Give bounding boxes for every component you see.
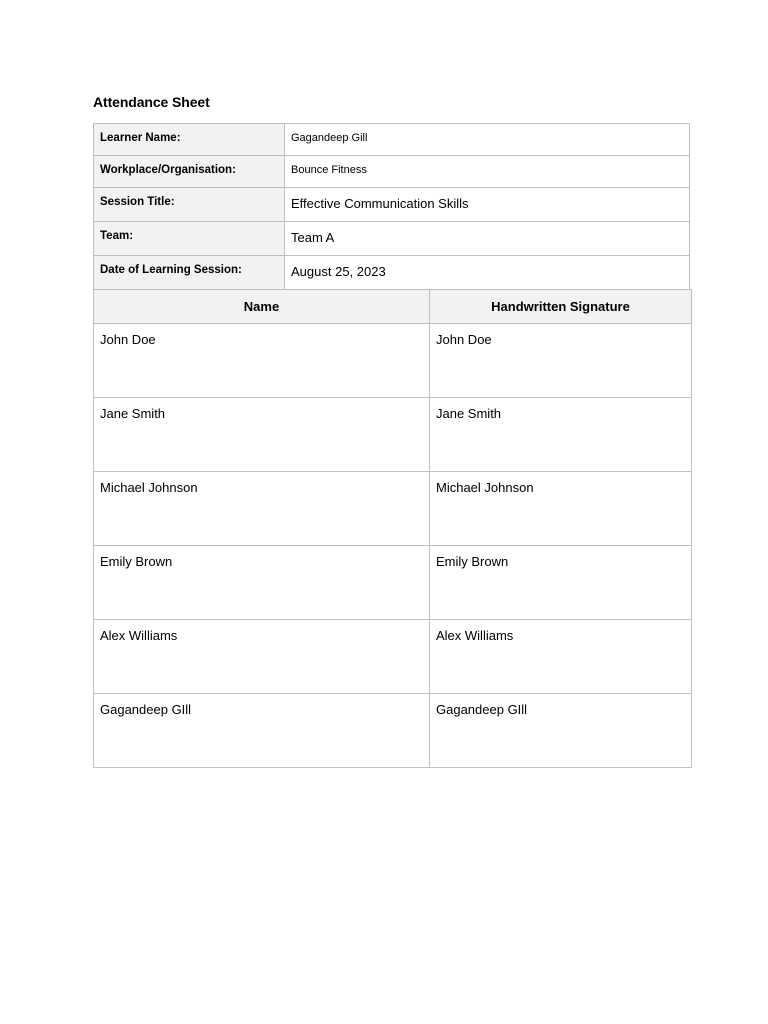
info-row-session-date xyxy=(94,256,690,290)
column-header-signature: Handwritten Signature xyxy=(430,290,692,324)
attendee-name: Alex Williams xyxy=(94,620,430,694)
table-row xyxy=(94,472,692,546)
table-row xyxy=(94,398,692,472)
attendee-name: Jane Smith xyxy=(94,398,430,472)
info-label: Learner Name: xyxy=(94,124,285,156)
attendee-signature: Jane Smith xyxy=(430,398,692,472)
table-row xyxy=(94,694,692,768)
info-row-learner-name xyxy=(94,124,690,156)
column-header-name: Name xyxy=(94,290,430,324)
attendance-table xyxy=(93,289,692,768)
info-value: Effective Communication Skills xyxy=(285,188,690,222)
attendee-signature: Gagandeep GIll xyxy=(430,694,692,768)
info-label: Session Title: xyxy=(94,188,285,222)
table-row xyxy=(94,620,692,694)
info-value: Gagandeep Gill xyxy=(285,124,690,156)
attendee-name: Michael Johnson xyxy=(94,472,430,546)
attendance-header-row xyxy=(94,290,692,324)
table-row xyxy=(94,324,692,398)
info-label: Date of Learning Session: xyxy=(94,256,285,290)
info-value: Bounce Fitness xyxy=(285,156,690,188)
info-label: Workplace/Organisation: xyxy=(94,156,285,188)
attendee-signature: John Doe xyxy=(430,324,692,398)
attendee-name: Emily Brown xyxy=(94,546,430,620)
learner-info-table xyxy=(93,123,690,290)
attendee-signature: Alex Williams xyxy=(430,620,692,694)
info-label: Team: xyxy=(94,222,285,256)
info-row-team xyxy=(94,222,690,256)
attendee-name: John Doe xyxy=(94,324,430,398)
info-value: August 25, 2023 xyxy=(285,256,690,290)
page-title: Attendance Sheet xyxy=(93,94,210,110)
info-row-session-title xyxy=(94,188,690,222)
table-row xyxy=(94,546,692,620)
info-row-workplace xyxy=(94,156,690,188)
info-value: Team A xyxy=(285,222,690,256)
attendee-signature: Michael Johnson xyxy=(430,472,692,546)
attendee-name: Gagandeep GIll xyxy=(94,694,430,768)
attendee-signature: Emily Brown xyxy=(430,546,692,620)
